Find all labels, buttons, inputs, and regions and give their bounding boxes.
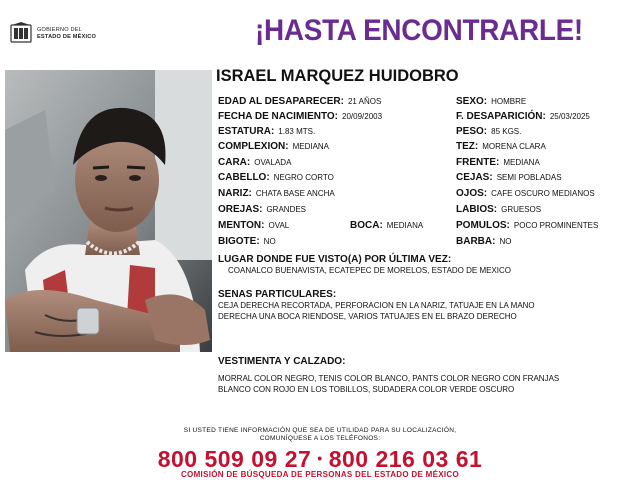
missing-person-name: ISRAEL MARQUEZ HUIDOBRO — [216, 67, 459, 85]
field-value: MEDIANA — [292, 142, 330, 151]
field-label: F. DESAPARICIÓN: — [456, 111, 546, 122]
field-label: BOCA: — [350, 220, 383, 231]
clothing-text: MORRAL COLOR NEGRO, TENIS COLOR BLANCO, PANTS COLOR NEGRO CON FRANJAS BLANCO CON ROJO EN LOS TOBILLOS, SUDADERA COLOR VERDE OSCURO — [218, 374, 560, 394]
field-value: 21 AÑOS — [347, 97, 382, 106]
field-label: PESO: — [456, 126, 488, 137]
field-value: GRUESOS — [501, 205, 542, 214]
field-complexion — [218, 141, 329, 152]
field-tez — [456, 141, 546, 152]
field-bigote — [218, 236, 276, 247]
field-value: NEGRO CORTO — [273, 173, 334, 182]
field-label: POMULOS: — [456, 220, 510, 231]
commission-name: COMISIÓN DE BÚSQUEDA DE PERSONAS DEL ESTADO DE MÉXICO — [180, 470, 459, 479]
field-value: MEDIANA — [386, 221, 424, 230]
logo-line-2: ESTADO DE MÉXICO — [37, 34, 97, 40]
field-value: HOMBRE — [491, 97, 527, 106]
contact-note-line-1: SI USTED TIENE INFORMACIÓN QUE SEA DE UTILIDAD PARA SU LOCALIZACIÓN, — [183, 427, 457, 434]
field-label: COMPLEXION: — [218, 141, 289, 152]
field-cara — [218, 157, 291, 168]
field-peso — [456, 126, 521, 137]
field-value: 85 KGS. — [491, 127, 522, 136]
field-label: EDAD AL DESAPARECER: — [218, 96, 344, 107]
field-value: NO — [263, 237, 276, 246]
field-fecha-nacimiento — [218, 111, 382, 122]
field-label: BIGOTE: — [218, 236, 260, 247]
field-value: MEDIANA — [503, 158, 540, 167]
field-value: 25/03/2025 — [549, 112, 590, 121]
field-labios — [456, 204, 541, 215]
field-orejas — [218, 204, 306, 215]
field-value: OVAL — [268, 221, 290, 230]
field-value: CHATA BASE ANCHA — [255, 189, 335, 198]
government-logo — [10, 22, 120, 46]
field-value: NO — [499, 237, 512, 246]
field-value: POCO PROMINENTES — [513, 221, 599, 230]
field-cabello — [218, 172, 334, 183]
phone-number-2[interactable]: 800 216 03 61 — [328, 446, 483, 472]
field-label: FRENTE: — [456, 157, 500, 168]
field-label: CARA: — [218, 157, 251, 168]
field-barba — [456, 236, 511, 247]
field-nariz — [218, 188, 335, 199]
field-sexo — [456, 96, 526, 107]
field-estatura — [218, 126, 315, 137]
last-seen-text: COANALCO BUENAVISTA, ECATEPEC DE MORELOS, ESTADO DE MEXICO — [228, 266, 512, 275]
field-value: MORENA CLARA — [482, 142, 546, 151]
field-boca — [350, 220, 423, 231]
field-label: BARBA: — [456, 236, 496, 247]
field-label: CABELLO: — [218, 172, 270, 183]
field-ojos — [456, 188, 595, 199]
particular-marks-title: SENAS PARTICULARES: — [218, 289, 337, 300]
field-value: GRANDES — [266, 205, 307, 214]
field-label: NARIZ: — [218, 188, 252, 199]
field-label: OJOS: — [456, 188, 488, 199]
field-value: OVALADA — [254, 158, 292, 167]
separator-dot: • — [317, 450, 323, 466]
field-menton — [218, 220, 289, 231]
field-cejas — [456, 172, 562, 183]
field-edad — [218, 96, 381, 107]
phone-numbers — [0, 446, 640, 473]
field-pomulos — [456, 220, 598, 231]
field-label: FECHA DE NACIMIENTO: — [218, 111, 338, 122]
last-seen-title: LUGAR DONDE FUE VISTO(A) POR ÚLTIMA VEZ: — [218, 254, 452, 265]
state-crest-icon — [10, 22, 32, 44]
particular-marks-text: CEJA DERECHA RECORTADA, PERFORACION EN LA NARIZ, TATUAJE EN LA MANO DERECHA UNA BOCA RIENDOSE, VARIOS TATUAJES EN EL BRAZO DERECHO — [218, 301, 535, 321]
field-label: CEJAS: — [456, 172, 493, 183]
field-label: MENTON: — [218, 220, 265, 231]
field-label: TEZ: — [456, 141, 479, 152]
clothing-title: VESTIMENTA Y CALZADO: — [218, 356, 346, 367]
field-label: ESTATURA: — [218, 126, 275, 137]
field-value: 1.83 MTS. — [278, 127, 316, 136]
field-value: 20/09/2003 — [342, 112, 383, 121]
missing-person-photo — [5, 70, 212, 352]
field-value: CAFE OSCURO MEDIANOS — [491, 189, 595, 198]
field-fecha-desaparicion — [456, 111, 590, 122]
logo-line-1: GOBIERNO DEL — [37, 27, 82, 33]
field-frente — [456, 157, 540, 168]
field-label: SEXO: — [456, 96, 488, 107]
field-value: SEMI POBLADAS — [496, 173, 562, 182]
field-label: LABIOS: — [456, 204, 498, 215]
field-label: OREJAS: — [218, 204, 263, 215]
phone-number-1[interactable]: 800 509 09 27 — [157, 446, 312, 472]
headline: ¡HASTA ENCONTRARLE! — [255, 14, 583, 47]
contact-note-line-2: COMUNÍQUESE A LOS TELÉFONOS: — [259, 435, 381, 442]
